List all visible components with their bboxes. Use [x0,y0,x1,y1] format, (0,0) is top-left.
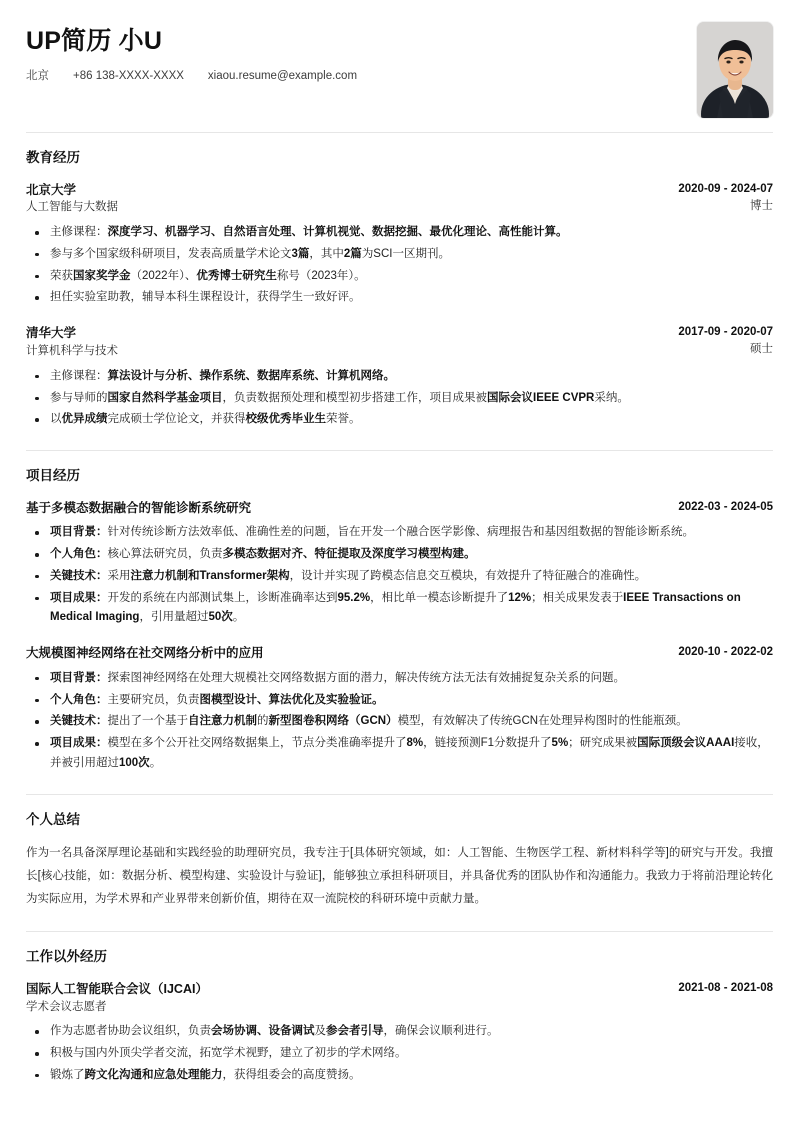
emphasis-text: 项目背景： [50,526,108,539]
emphasis-text: 国际会议IEEE CVPR [487,391,595,404]
section-extracurricular [26,927,773,1085]
entry-head-right [678,181,773,216]
entry-date: 2020-10 - 2022-02 [678,646,773,659]
body-text: 探索图神经网络在处理大规模社交网络数据方面的潜力，解决传统方法无法有效捕捉复杂关系的问题。 [107,671,625,684]
emphasis-text: 12% [508,591,532,604]
emphasis-text: 95.2% [337,591,371,604]
body-text: 核心算法研究员，负责 [107,548,223,561]
project-title: 基于多模态数据融合的智能诊断系统研究 [26,500,252,515]
body-text: ，负责数据预处理和模型初步搭建工作，项目成果被 [222,391,487,404]
entry-head-left [26,644,264,663]
section-divider [26,931,773,932]
extracurricular-entry [26,980,773,1086]
section-education [26,128,773,430]
list-item [26,1044,773,1064]
header-left [26,22,697,84]
body-text: 称号（2023年）。 [276,269,366,282]
section-projects [26,446,773,774]
body-text: 锻炼了 [50,1068,85,1081]
entry-head-left [26,499,251,518]
entry-head [26,181,773,218]
entry-date: 2017-09 - 2020-07 [678,326,773,339]
body-text: 。 [149,756,162,769]
list-item [26,367,773,387]
emphasis-text: 优异成绩 [61,413,108,426]
emphasis-text: 个人角色： [50,693,108,706]
list-item [26,1066,773,1086]
emphasis-text: 3篇 [291,247,310,260]
body-text: 主要研究员，负责 [107,693,200,706]
major-name: 人工智能与大数据 [26,201,118,214]
emphasis-text: 图模型设计、算法优化及实验验证。 [199,693,384,706]
bullet-list [26,1022,773,1085]
list-item [26,245,773,265]
list-item [26,267,773,287]
body-text: ，其中 [309,247,344,260]
emphasis-text: 100次 [119,756,150,769]
emphasis-text: 8% [406,737,424,750]
body-text: 作为志愿者协助会议组织，负责 [50,1025,211,1038]
organization-name: 清华大学 [26,326,77,341]
body-text: ，设计并实现了跨模态信息交互模块，有效提升了特征融合的准确性。 [289,569,647,582]
body-text: ；相关成果发表于 [531,591,624,604]
emphasis-text: 深度学习、机器学习、自然语言处理、计算机视觉、数据挖掘、最优化理论、高性能计算。 [107,226,568,239]
emphasis-text: 国家自然科学基金项目 [107,391,223,404]
entry-head-left [26,980,208,1017]
entry-date: 2021-08 - 2021-08 [678,981,773,994]
avatar [697,22,773,118]
emphasis-text: 校级优秀毕业生 [245,413,326,426]
emphasis-text: 50次 [208,611,233,624]
body-text: 荣获 [50,269,73,282]
entry-degree: 硕士 [750,343,773,356]
emphasis-text: 参会者引导 [326,1025,384,1038]
body-text: 荣誉。 [326,413,361,426]
summary-paragraph: 作为一名具备深厚理论基础和实践经验的助理研究员，我专注于[具体研究领域，如：人工智能、生物医学工程、新材料科学等]的研究与开发。我擅长[核心技能，如：数据分析、模型构建、实验设计与验证]，能够独立承担科研项目，并具备优秀的团队协作和沟通能力。我致力于将前沿理论转化为实际应用，为学术界和产业界带来创新价值，期待在双一流院校的科研环境中贡献力量。 [26,847,773,906]
body-text: 主修课程： [50,369,108,382]
list-item [26,1022,773,1042]
emphasis-text: 项目背景： [50,671,108,684]
bullet-list [26,523,773,628]
role-name: 学术会议志愿者 [26,1000,107,1013]
entry-head-right [678,499,773,516]
page-title: UP简历 小U [26,27,163,55]
list-item [26,545,773,565]
body-text: ，链接预测F1分数提升了 [423,737,552,750]
entry-head [26,980,773,1017]
list-item [26,691,773,711]
emphasis-text: 自注意力机制 [188,715,257,728]
body-text: 的 [257,715,269,728]
emphasis-text: 个人角色： [50,548,108,561]
section-divider [26,794,773,795]
list-item [26,389,773,409]
entry-degree: 博士 [750,199,773,212]
emphasis-text: 国家奖学金 [73,269,131,282]
body-text: 以 [50,413,62,426]
contact-line [26,68,697,84]
body-text: 主修课程： [50,226,108,239]
entry-head-right [678,324,773,359]
section-title-education: 教育经历 [26,150,80,165]
emphasis-text: 2篇 [343,247,362,260]
body-text: 开发的系统在内部测试集上，诊断准确率达到 [107,591,338,604]
emphasis-text: 多模态数据对齐、特征提取及深度学习模型构建。 [222,548,476,561]
emphasis-text: 5% [551,737,569,750]
bullet-list [26,223,773,308]
list-item [26,734,773,774]
entry-head [26,499,773,518]
body-text: 为SCI一区期刊。 [361,247,450,260]
education-entry [26,181,773,309]
organization-name: 北京大学 [26,182,77,197]
body-text: ，相比单一模态诊断提升了 [370,591,509,604]
emphasis-text: IEEE Transactions on Medical Imaging [50,591,741,624]
body-text: 模型，有效解决了传统GCN在处理异构图时的性能瓶颈。 [397,715,688,728]
entry-head-right [678,644,773,661]
contact-location: 北京 [26,70,49,82]
organization-name: 国际人工智能联合会议（IJCAI） [26,981,208,996]
body-text: 积极与国内外顶尖学者交流，拓宽学术视野，建立了初步的学术网络。 [50,1047,407,1060]
entry-head-left [26,181,118,218]
emphasis-text: 算法设计与分析、操作系统、数据库系统、计算机网络。 [107,369,395,382]
emphasis-text: 注意力机制和Transformer架构 [130,569,290,582]
entry-date: 2020-09 - 2024-07 [678,182,773,195]
education-entry [26,324,773,430]
project-entry [26,644,773,774]
contact-email: xiaou.resume@example.com [207,70,358,82]
body-text: 提出了一个基于 [107,715,188,728]
entry-head-right [678,980,773,997]
body-text: 接收，并被引用超过 [50,737,769,769]
body-text: 针对传统诊断方法效率低、准确性差的问题，旨在开发一个融合医学影像、病理报告和基因组数据的智能诊断系统。 [107,526,694,539]
list-item [26,589,773,629]
entry-head [26,324,773,361]
bullet-list [26,367,773,430]
section-divider [26,132,773,133]
list-item [26,669,773,689]
resume-header [26,22,773,128]
body-text: 参与多个国家级科研项目，发表高质量学术论文 [50,247,292,260]
section-title-summary: 个人总结 [26,811,80,827]
emphasis-text: 关键技术： [50,569,108,582]
list-item [26,523,773,543]
body-text: 。 [232,611,245,624]
emphasis-text: 项目成果： [50,737,108,750]
emphasis-text: 国际顶级会议AAAI [637,737,735,750]
bullet-list [26,669,773,774]
body-text: ，获得组委会的高度赞扬。 [222,1068,361,1081]
profile-photo-icon [697,22,773,118]
body-text: 完成硕士学位论文，并获得 [107,413,246,426]
body-text: ，确保会议顺利进行。 [383,1025,499,1038]
entry-head-left [26,324,118,361]
section-title-projects: 项目经历 [26,468,80,484]
project-entry [26,499,773,629]
emphasis-text: 项目成果： [50,591,108,604]
project-title: 大规模图神经网络在社交网络分析中的应用 [26,646,264,661]
section-title-extracurricular: 工作以外经历 [26,949,107,965]
entry-date: 2022-03 - 2024-05 [678,500,773,513]
emphasis-text: 跨文化沟通和应急处理能力 [84,1068,223,1081]
section-summary [26,790,773,912]
emphasis-text: 优秀博士研究生 [196,269,277,282]
body-text: 及 [314,1025,326,1038]
emphasis-text: 新型图卷积网络（GCN） [268,715,398,728]
list-item [26,223,773,243]
list-item [26,288,773,308]
body-text: ；研究成果被 [568,737,638,750]
major-name: 计算机科学与技术 [26,344,118,357]
list-item [26,712,773,732]
list-item [26,567,773,587]
body-text: （2022年）、 [130,269,197,282]
body-text: 模型在多个公开社交网络数据集上，节点分类准确率提升了 [107,737,407,750]
body-text: 参与导师的 [50,391,108,404]
emphasis-text: 会场协调、设备调试 [211,1025,315,1038]
list-item [26,410,773,430]
entry-head [26,644,773,663]
emphasis-text: 关键技术： [50,715,108,728]
contact-phone: +86 138-XXXX-XXXX [73,70,184,82]
body-text: ，引用量超过 [139,611,209,624]
body-text: 采纳。 [594,391,629,404]
section-divider [26,450,773,451]
body-text: 采用 [107,569,131,582]
body-text: 担任实验室助教，辅导本科生课程设计，获得学生一致好评。 [50,291,361,304]
